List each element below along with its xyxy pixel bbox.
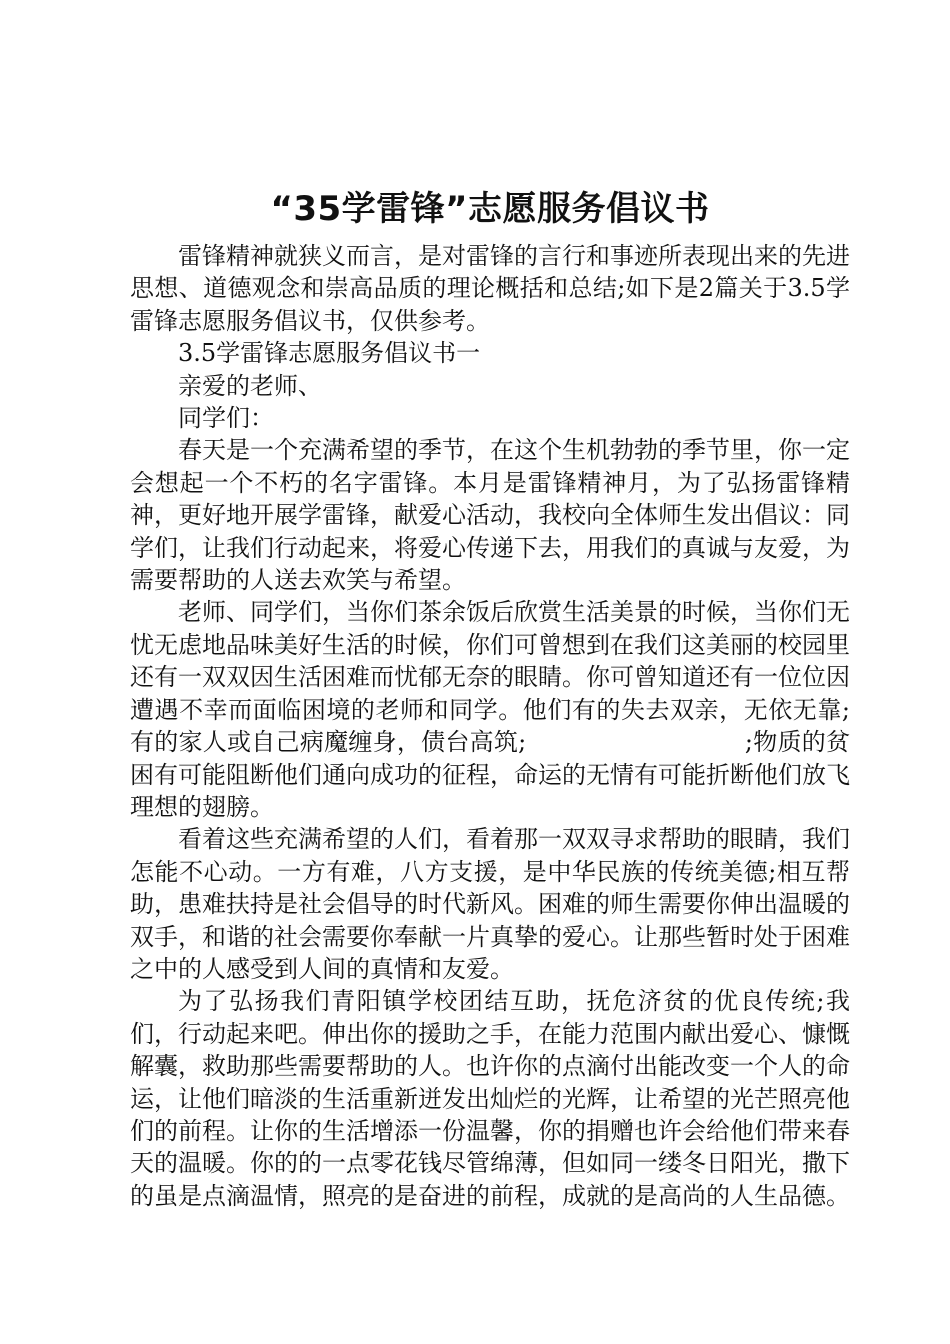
intro-paragraph: 雷锋精神就狭义而言，是对雷锋的言行和事迹所表现出来的先进思想、道德观念和崇高品质的理论概括和总结;如下是2篇关于3.5学雷锋志愿服务倡议书，仅供参考。: [130, 242, 850, 335]
body-paragraph: 老师、同学们，当你们茶余饭后欣赏生活美景的时候，当你们无忧无虑地品味美好生活的时候，你们可曾想到在我们这美丽的校园里还有一双双因生活困难而忧郁无奈的眼睛。你可曾知道还有一位位因遭遇不幸而面临困境的老师和同学。他们有的失去双亲，无依无靠;有的家人或自己病魔缠身，债台高筑; ;物质的贫困有可能阻断他们通向成功的征程，命运的无情有可能折断他们放飞理想的翅膀。: [130, 598, 850, 821]
document-title: “35学雷锋”志愿服务倡议书: [270, 189, 710, 229]
body-paragraph: 春天是一个充满希望的季节，在这个生机勃勃的季节里，你一定会想起一个不朽的名字雷锋。本月是雷锋精神月，为了弘扬雷锋精神，更好地开展学雷锋，献爱心活动，我校向全体师生发出倡议：同学们，让我们行动起来，将爱心传递下去，用我们的真诚与友爱，为需要帮助的人送去欢笑与希望。: [130, 436, 850, 595]
body-paragraph: 看着这些充满希望的人们，看着那一双双寻求帮助的眼睛，我们怎能不心动。一方有难，八方支援，是中华民族的传统美德;相互帮助，患难扶持是社会倡导的时代新风。困难的师生需要你伸出温暖的双手，和谐的社会需要你奉献一片真挚的爱心。让那些暂时处于困难之中的人感受到人间的真情和友爱。: [130, 825, 850, 983]
salutation-line-1: 亲爱的老师、: [178, 371, 322, 400]
section-heading: 3.5学雷锋志愿服务倡议书一: [178, 339, 481, 368]
salutation-line-2: 同学们：: [178, 404, 274, 433]
document-page: [130, 186, 850, 1212]
body-paragraph: 为了弘扬我们青阳镇学校团结互助，抚危济贫的优良传统;我们，行动起来吧。伸出你的援助之手，在能力范围内献出爱心、慷慨解囊，救助那些需要帮助的人。也许你的点滴付出能改变一个人的命运，让他们暗淡的生活重新迸发出灿烂的光辉，让希望的光芒照亮他们的前程。让你的生活增添一份温馨，你的捐赠也许会给他们带来春天的温暖。你的的一点零花钱尽管绵薄，但如同一缕冬日阳光，撒下的虽是点滴温情，照亮的是奋进的前程，成就的是高尚的人生品德。: [130, 987, 850, 1210]
